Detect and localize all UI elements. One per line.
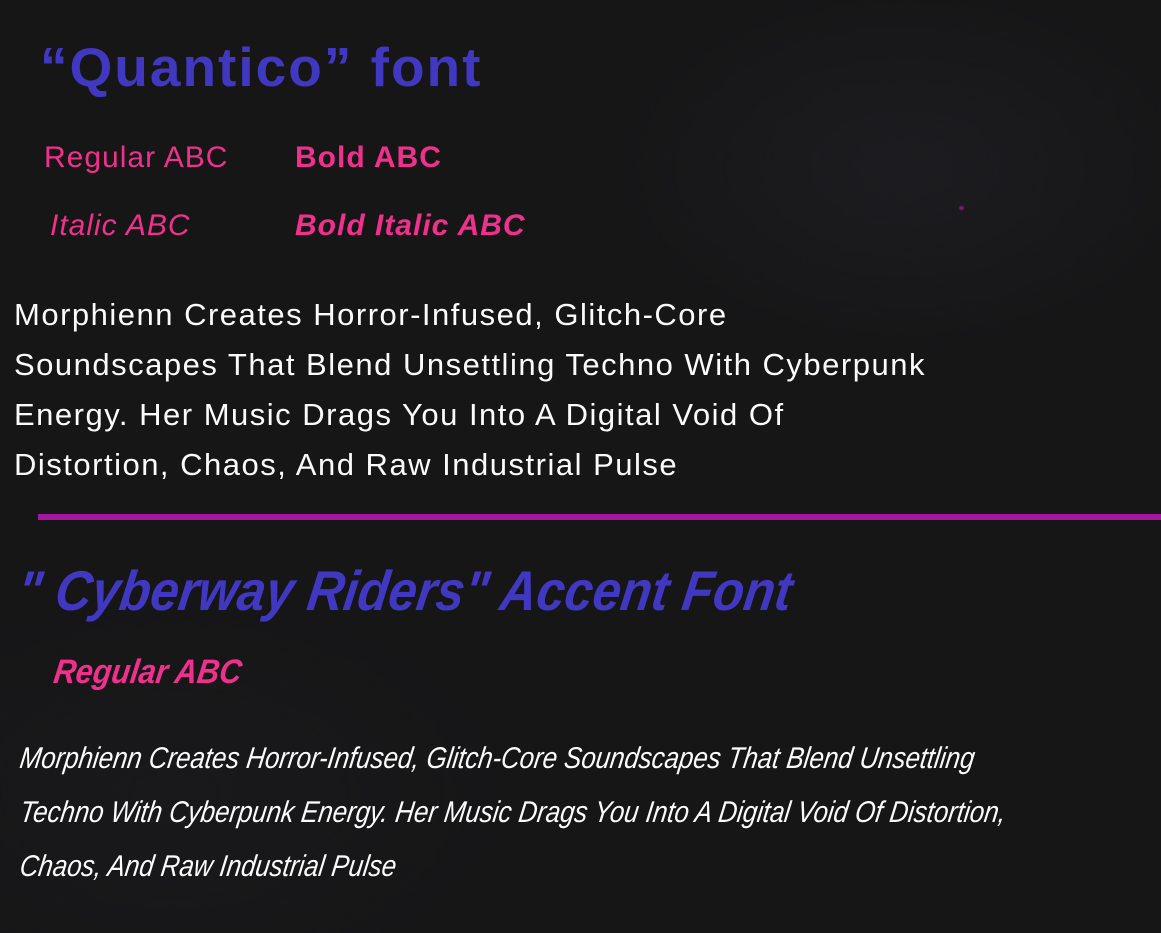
sample-row: [44, 142, 1161, 174]
quantico-samples: [44, 142, 1161, 242]
paragraph-line: Morphienn Creates Horror-Infused, Glitch-Core: [14, 297, 728, 332]
sample-italic: Italic ABC: [50, 209, 191, 242]
paragraph-line: Soundscapes That Blend Unsettling Techno With Cyberpunk: [14, 347, 926, 382]
accent-paragraph: [17, 732, 1161, 894]
sample-bold-italic: Bold Italic ABC: [295, 209, 526, 242]
sample-row: [44, 210, 1161, 242]
magenta-speck: [959, 206, 964, 210]
accent-sample-regular: Regular ABC: [51, 653, 245, 691]
sample-regular: Regular ABC: [44, 141, 229, 174]
font-specimen-page: [0, 34, 1161, 894]
paragraph-line: Morphienn Creates Horror-Infused, Glitch-Core Soundscapes That Blend Unsettling: [17, 742, 977, 775]
sample-bold: Bold ABC: [295, 141, 442, 174]
accent-title: " Cyberway Riders" Accent Font: [13, 559, 797, 622]
quantico-paragraph: [14, 290, 1161, 490]
paragraph-line: Energy. Her Music Drags You Into A Digital Void Of: [14, 397, 785, 432]
paragraph-line: Distortion, Chaos, And Raw Industrial Pulse: [14, 447, 679, 482]
paragraph-line: Chaos, And Raw Industrial Pulse: [17, 850, 399, 883]
quantico-section: [0, 34, 1161, 490]
paragraph-line: Techno With Cyberpunk Energy. Her Music Drags You Into A Digital Void Of Distortion,: [17, 796, 1009, 829]
quantico-title: “Quantico” font: [40, 36, 483, 98]
accent-section: [0, 554, 1161, 894]
section-divider: [38, 514, 1161, 520]
